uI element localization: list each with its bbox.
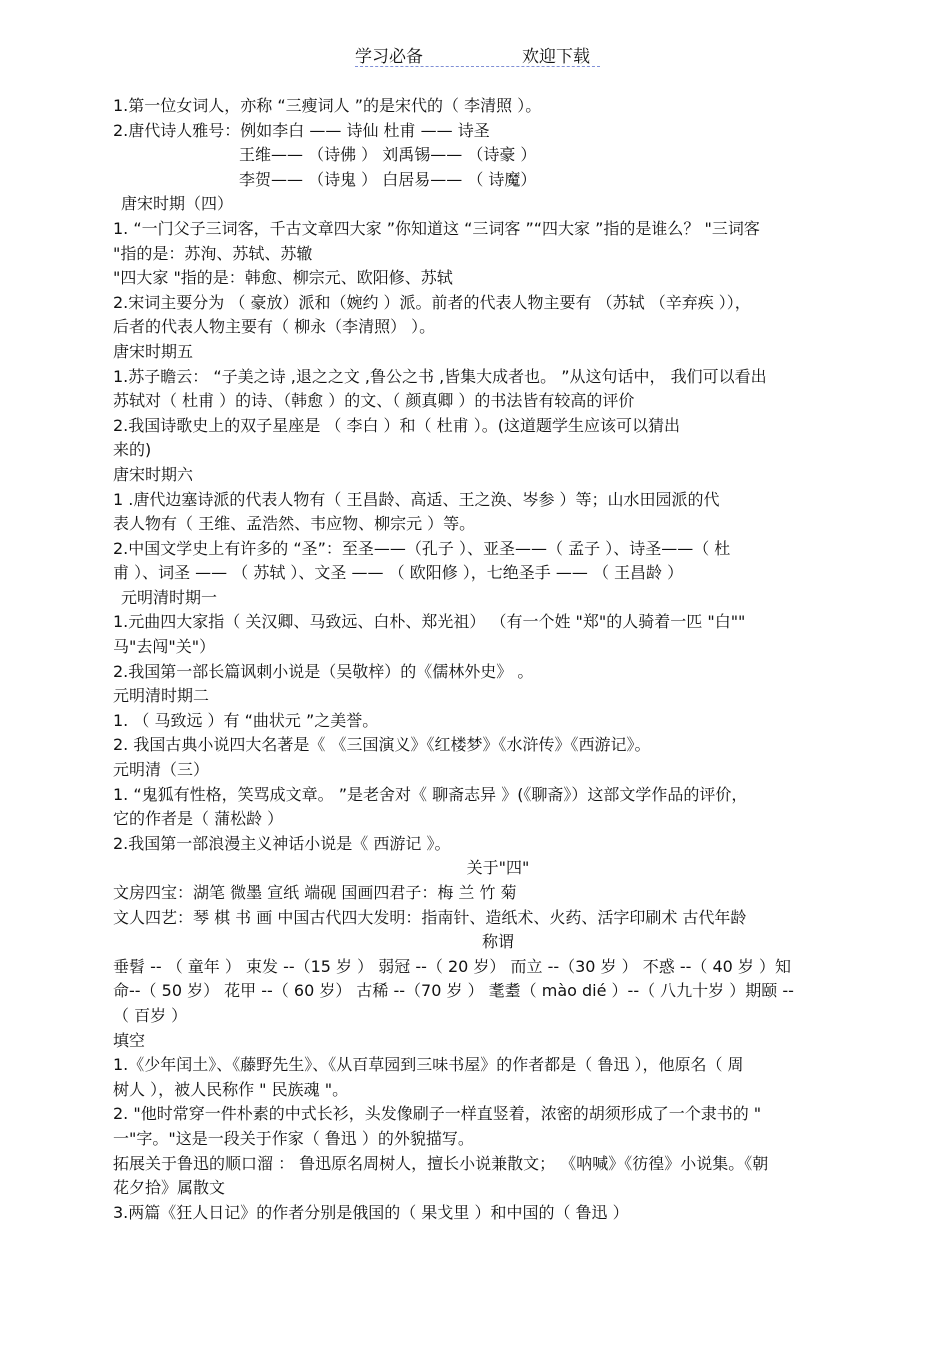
text-line: 1.第一位女词人，亦称 “三瘦词人 ”的是宋代的（ 李清照 ）。 (113, 96, 542, 115)
text-line: 文房四宝：湖笔 微墨 宣纸 端砚 国画四君子：梅 兰 竹 菊 (113, 883, 517, 902)
text-line: 2.我国第一部长篇讽刺小说是（吴敬梓）的《儒林外史》 。 (113, 661, 534, 681)
text-line: 2.中国文学史上有许多的 “圣”：至圣——（孔子 ）、亚圣——（ 孟子 ）、诗圣——（ 杜 (113, 538, 731, 558)
section-heading: 元明清时期一 (121, 587, 218, 607)
text-line: 一"字。"这是一段关于作家（ 鲁迅 ）的外貌描写。 (113, 1128, 474, 1148)
text-line: 李贺—— （诗鬼 ） 白居易—— （ 诗魔） (239, 169, 537, 189)
section-heading: 元明清时期二 (113, 686, 210, 706)
text-line: "指的是：苏洵、苏轼、苏辙 (113, 243, 313, 263)
section-heading: 唐宋时期（四） (121, 194, 234, 214)
section-heading: 元明清（三） (113, 760, 210, 780)
section-heading: 唐宋时期六 (113, 464, 194, 484)
text-line: 来的) (113, 440, 152, 460)
text-line: 拓展关于鲁迅的顺口溜 ： 鲁迅原名周树人，擅长小说兼散文； 《呐喊》《彷徨》小说集。《朝 (113, 1153, 769, 1173)
text-line: 2.唐代诗人雅号：例如李白 —— 诗仙 杜甫 —— 诗圣 (113, 120, 490, 140)
text-line: 2.宋词主要分为 （ 豪放）派和（婉约 ）派。前者的代表人物主要有 （苏轼 （辛弃疾 ））， (113, 292, 751, 312)
text-line: 1. “一门父子三词客，千古文章四大家 ”你知道这 “三词客 ”“四大家 ”指的是谁么？ "三词客 (113, 218, 760, 238)
section-heading: 填空 (113, 1030, 146, 1050)
text-line: 3.两篇《狂人日记》的作者分别是俄国的（ 果戈里 ）和中国的（ 鲁迅 ） (113, 1202, 629, 1222)
text-line: 1.《少年闰土》、《藤野先生》、《从百草园到三味书屋》的作者都是（ 鲁迅 ），他原名（ 周 (113, 1055, 744, 1075)
text-line: 表人物有（ 王维、孟浩然、韦应物、柳宗元 ）等。 (113, 514, 476, 534)
text-line: 它的作者是（ 蒲松龄 ） (113, 809, 284, 829)
text-line: 2. 我国古典小说四大名著是《 《三国演义》《红楼梦》《水浒传》《西游记》。 (113, 735, 651, 755)
header-right-text: 欢迎下载 (522, 47, 590, 67)
text-line: 1.苏子瞻云： “子美之诗 ,退之之文 ,鲁公之书 ,皆集大成者也。 ”从这句话中， 我们可以看出 (113, 366, 767, 386)
section-heading: 唐宋时期五 (113, 341, 194, 361)
text-line: 花夕拾》属散文 (113, 1178, 226, 1198)
document-body (113, 94, 883, 1225)
text-line: 文人四艺：琴 棋 书 画 中国古代四大发明：指南针、造纸术、火药、活字印刷术 古代年龄 (113, 907, 747, 927)
text-line: 2.我国诗歌史上的双子星座是 （ 李白 ）和（ 杜甫 ）。(这道题学生应该可以猜出 (113, 415, 680, 435)
text-line: 2.我国第一部浪漫主义神话小说是《 西游记 》。 (113, 833, 451, 853)
text-line: 甫 ）、词圣 —— （ 苏轼 ）、文圣 —— （ 欧阳修 ），七绝圣手 —— （ 王昌龄 ） (113, 563, 684, 583)
text-line: "四大家 "指的是：韩愈、柳宗元、欧阳修、苏轼 (113, 268, 453, 288)
text-line: 称谓 (481, 932, 514, 952)
text-line: 2. "他时常穿一件朴素的中式长衫，头发像刷子一样直竖着，浓密的胡须形成了一个隶书的 " (113, 1104, 762, 1124)
page-header (355, 40, 600, 67)
text-line: 1. “鬼狐有性格，笑骂成文章。 ”是老舍对《 聊斋志异 》(《聊斋》）这部文学作品的评价， (113, 784, 748, 804)
text-line: 苏轼对（ 杜甫 ）的诗、（韩愈 ）的文、（ 颜真卿 ）的书法皆有较高的评价 (113, 391, 635, 411)
text-line: 命--（ 50 岁） 花甲 --（ 60 岁） 古稀 --（70 岁 ） 耄耋（ mào dié ）--（ 八九十岁 ）期颐 -- (113, 981, 794, 1001)
header-left-text: 学习必备 (355, 47, 423, 67)
text-line: 1. （ 马致远 ）有 “曲状元 ”之美誉。 (113, 710, 379, 730)
text-line: 垂髫 -- （ 童年 ） 束发 --（15 岁 ） 弱冠 --（ 20 岁） 而立 --（30 岁 ） 不惑 --（ 40 岁 ）知 (113, 956, 791, 976)
text-line: （ 百岁 ） (113, 1005, 188, 1025)
text-line: 马"去闯"关"） (113, 637, 216, 657)
text-line: 树人 ），被人民称作 " 民族魂 "。 (113, 1079, 349, 1099)
text-line: 1.元曲四大家指（ 关汉卿、马致远、白朴、郑光祖） （有一个姓 "郑"的人骑着一匹 "白"" (113, 612, 746, 632)
text-line: 1 .唐代边塞诗派的代表人物有（ 王昌龄、高适、王之涣、岑参 ）等；山水田园派的代 (113, 489, 720, 509)
text-line: 王维—— （诗佛 ） 刘禹锡—— （诗豪 ） (239, 145, 537, 165)
text-line: 后者的代表人物主要有（ 柳永（李清照） ）。 (113, 317, 436, 337)
section-heading: 关于"四" (466, 858, 530, 878)
